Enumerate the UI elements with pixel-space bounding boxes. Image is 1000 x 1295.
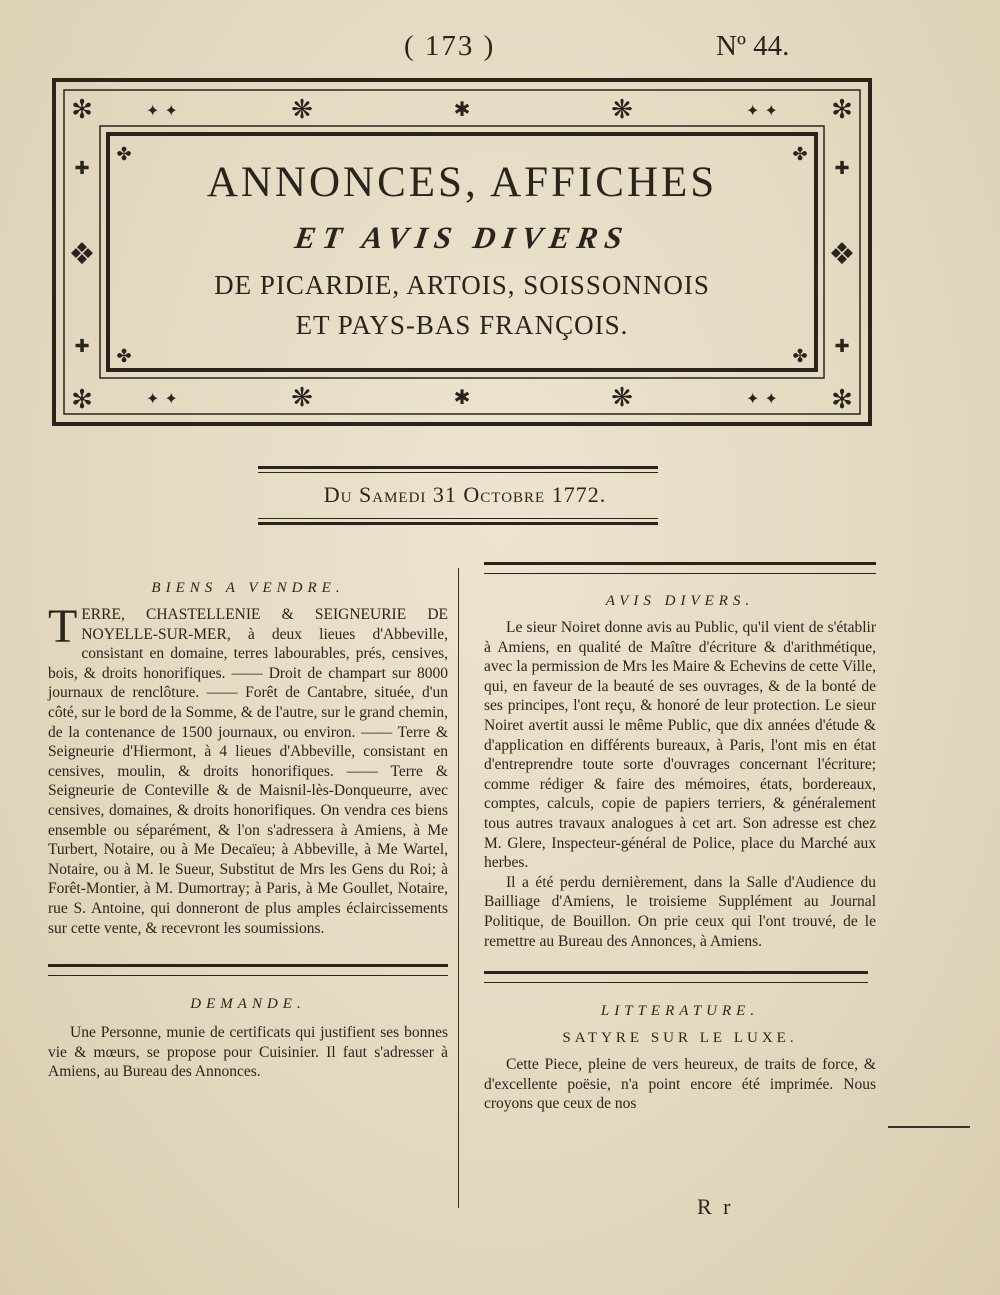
masthead-title: ANNONCES, AFFICHES — [206, 159, 718, 206]
issue-number: Nº 44. — [716, 30, 790, 62]
biens-text: ERRE, CHASTELLENIE & SEIGNEURIE DE NOYELLE-SUR-MER, à deux lieues d'Abbeville, consistant en domaine, terres labourables, prés, censives, bois, & droits honorifiques. —— Droit de champart sur 8000 journaux de renclôture. —— Forêt de Cantabre, située, d'un côté, sur le bord de la Somme, & de l'autre, sur le grand chemin, de la contenance de 1500 journaux, ou environ. —— Terre & Seigneurie d'Hiermont, à 4 lieues d'Abbeville, consistant en censives, moulin, & droits honorifiques. —— Terre & Seigneurie de Conteville & de Maisnil-lès-Donqueurre, avec censives, domaines, & droits honorifiques. On vendra ces biens ensemble ou séparément, & l'on s'adressera à Amiens, à Me Turbert, Notaire, ou à Me Decaïeu; à Abbeville, à Me Wartel, Notaire, ou à M. le Sueur, Substitut de Mrs les Gens du Roi; à Forêt-Montier, à M. Dumortray; à Paris, à Me Goullet, Notaire, rue S. Antoine, qui donneront de plus amples éclaircissements sur cette vente, & recevront les soumissions. — [48, 606, 448, 937]
right-column-top-rule — [484, 562, 876, 574]
biens-article — [48, 600, 448, 938]
column-divider — [458, 568, 459, 1208]
masthead-subtitle: ET AVIS DIVERS — [292, 220, 632, 255]
svg-text:✻: ✻ — [831, 95, 853, 125]
litterature-text: Cette Piece, pleine de vers heureux, de traits de force, & d'excellente poësie, n'a point encore été imprimée. Nous croyons que ceux de nos — [484, 1056, 876, 1113]
svg-text:❖: ❖ — [68, 237, 96, 272]
demande-article — [48, 1023, 448, 1082]
left-column — [48, 575, 448, 1082]
svg-text:✦ ✦: ✦ ✦ — [746, 389, 778, 408]
litterature-heading: LITTERATURE. — [600, 1003, 760, 1020]
svg-text:✚: ✚ — [74, 158, 90, 179]
litterature-article — [484, 1055, 876, 1114]
svg-text:✱: ✱ — [453, 385, 471, 409]
right-column — [484, 575, 876, 1114]
margin-stroke — [888, 1126, 970, 1128]
svg-text:✻: ✻ — [831, 385, 853, 415]
date-rule-bottom — [258, 522, 658, 525]
svg-text:✚: ✚ — [74, 336, 90, 357]
litterature-rule — [484, 971, 868, 983]
svg-text:✦ ✦: ✦ ✦ — [746, 101, 778, 120]
svg-text:✦ ✦: ✦ ✦ — [146, 389, 178, 408]
svg-text:✦ ✦: ✦ ✦ — [146, 101, 178, 120]
svg-text:✻: ✻ — [71, 385, 93, 415]
svg-text:✤: ✤ — [792, 346, 808, 367]
demande-text: Une Personne, munie de certificats qui justifient ses bonnes vie & mœurs, se propose pour Cuisinier. Il faut s'adresser à Amiens, au Bureau des Annonces. — [48, 1024, 448, 1081]
svg-text:✚: ✚ — [834, 158, 850, 179]
date-rule-top-thin — [258, 472, 658, 473]
issue-date: Du Samedi 31 Octobre 1772. — [323, 482, 607, 507]
svg-text:❋: ❋ — [611, 95, 633, 125]
signature-mark: R r — [697, 1194, 734, 1219]
avis-article — [484, 618, 876, 951]
demande-rule — [48, 964, 448, 976]
avis-paragraph-2: Il a été perdu dernièrement, dans la Salle d'Audience du Bailliage d'Amiens, le troisieme Supplément au Journal Politique, de Bouillon. On prie ceux qui l'ont trouvé, de le remettre au Bureau des Annonces, à Amiens. — [484, 873, 876, 950]
svg-text:❋: ❋ — [291, 383, 313, 413]
svg-text:✤: ✤ — [116, 346, 132, 367]
svg-text:✤: ✤ — [116, 144, 132, 165]
drop-cap: T — [48, 600, 78, 653]
biens-heading: BIENS A VENDRE. — [151, 580, 345, 596]
svg-text:❖: ❖ — [828, 237, 856, 272]
demande-heading: DEMANDE. — [190, 996, 306, 1013]
litterature-subheading: SATYRE SUR LE LUXE. — [562, 1030, 798, 1047]
page-number: ( 173 ) — [404, 30, 496, 62]
svg-text:✤: ✤ — [792, 144, 808, 165]
masthead-region-line2: ET PAYS-BAS FRANÇOIS. — [295, 310, 629, 340]
avis-heading: AVIS DIVERS. — [605, 593, 755, 609]
svg-text:❋: ❋ — [611, 383, 633, 413]
date-rule-bottom-thin — [258, 518, 658, 519]
date-rule-top — [258, 466, 658, 469]
svg-text:✻: ✻ — [71, 95, 93, 125]
svg-text:❋: ❋ — [291, 95, 313, 125]
avis-paragraph-1: Le sieur Noiret donne avis au Public, qu'il vient de s'établir à Amiens, en qualité de Maître d'écriture & d'arithmétique, avec la permission de Mrs les Maire & Echevins de cette Ville, qui, en faveur de la beauté de ses ouvrages, & de la bonté de ses principes, l'ont reçu, & honoré de leur protection. Le sieur Noiret avertit aussi le même Public, que dix années d'étude & d'application en différents bureaux, à Paris, l'ont mis en état d'entreprendre toute sorte d'ouvrages concernant l'écriture; comme rédiger & faire des mémoires, états, bordereaux, comptes, calculs, copie de papiers terriers, & généralement tous autres travaux analogues à cet art. Son adresse est chez M. Glere, Inspecteur-général de Police, place du Marché aux herbes. — [484, 619, 876, 872]
svg-text:✚: ✚ — [834, 336, 850, 357]
svg-text:✱: ✱ — [453, 97, 471, 121]
masthead-region-line1: DE PICARDIE, ARTOIS, SOISSONNOIS — [214, 270, 710, 300]
